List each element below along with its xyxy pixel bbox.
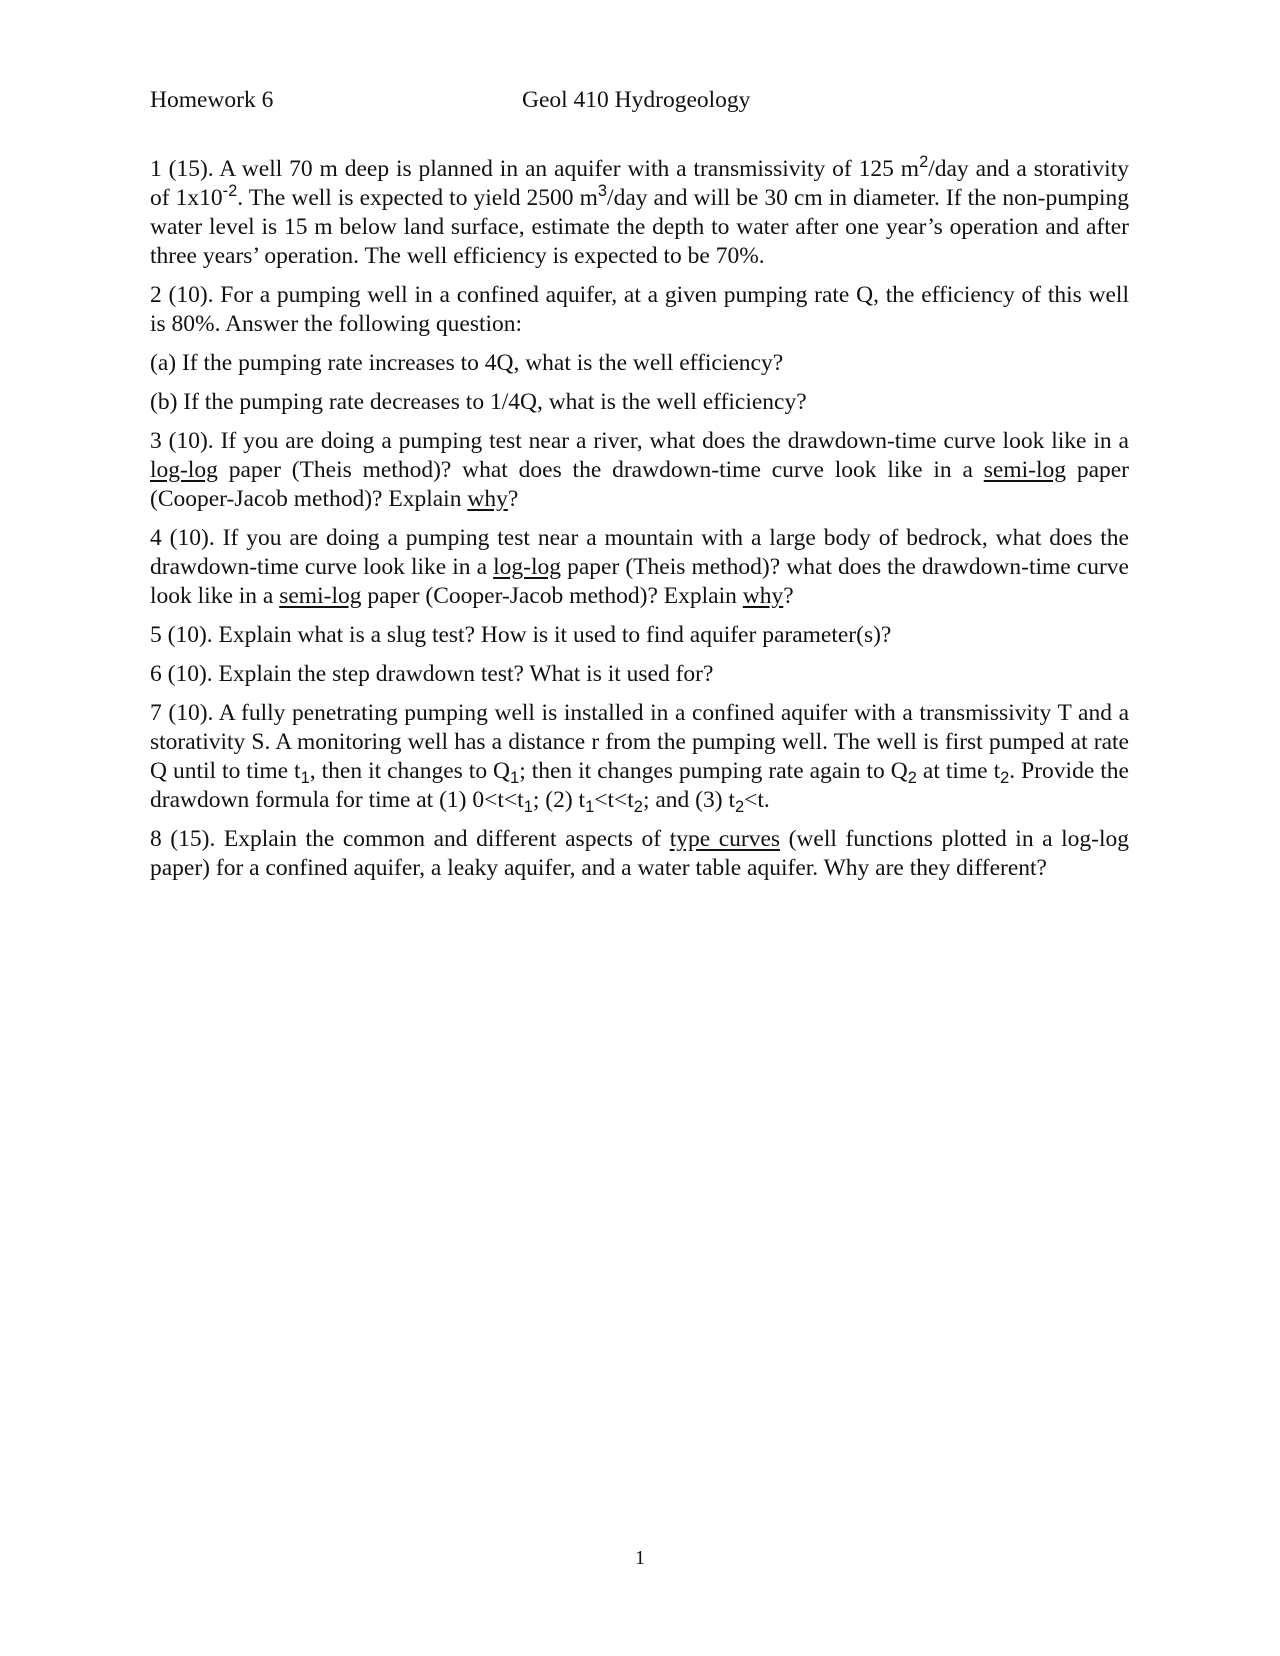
q7-sub-3: 2 bbox=[907, 768, 917, 787]
question-5: 5 (10). Explain what is a slug test? How is it used to find aquifer parameter(s)? bbox=[150, 622, 892, 648]
q4-text-3: paper (Cooper-Jacob method)? Explain bbox=[361, 583, 743, 609]
q7-sub-6: 1 bbox=[585, 797, 595, 816]
q7-text-5: . Provide the drawdown formula for time at (1) 0<t<t bbox=[150, 758, 1129, 813]
q1-text-1: 1 (15). A well 70 m deep is planned in an aquifer with a transmissivity of 125 m bbox=[150, 156, 920, 182]
q7-text-1: 7 (10). A fully penetrating pumping well is installed in a confined aquifer with a transmissivity T and a storativity S. A monitoring well has a distance r from the pumping well. The well is first pumped at rate Q until to time t bbox=[150, 700, 1129, 784]
question-2: 2 (10). For a pumping well in a confined aquifer, at a given pumping rate Q, the efficiency of this well is 80%. Answer the following question: bbox=[150, 282, 1129, 337]
q8-underline-type-curves: type curves bbox=[669, 826, 781, 852]
question-2a: (a) If the pumping rate increases to 4Q, what is the well efficiency? bbox=[150, 350, 784, 376]
q7-text-9: <t. bbox=[744, 787, 770, 813]
q7-sub-5: 1 bbox=[523, 797, 533, 816]
q1-text-2: /day and a storativity of 1x10 bbox=[150, 156, 1129, 211]
q3-text-1: 3 (10). If you are doing a pumping test near a river, what does the drawdown-time curve look like in a bbox=[150, 428, 1129, 454]
q1-text-3: . The well is expected to yield 2500 m bbox=[237, 185, 598, 211]
page-number: 1 bbox=[635, 1547, 645, 1569]
question-2b: (b) If the pumping rate decreases to 1/4Q, what is the well efficiency? bbox=[150, 389, 807, 415]
q7-text-6: ; (2) t bbox=[532, 787, 586, 813]
q4-underline-semilog: semi-log bbox=[279, 583, 362, 609]
q1-sup-1: 2 bbox=[919, 152, 929, 171]
course-title: Geol 410 Hydrogeology bbox=[522, 87, 751, 113]
q3-text-2: paper (Theis method)? what does the drawdown-time curve look like in a bbox=[217, 457, 984, 483]
q7-sub-2: 1 bbox=[510, 768, 520, 787]
q8-text-1: 8 (15). Explain the common and different aspects of bbox=[150, 826, 670, 852]
question-7 bbox=[150, 699, 1129, 815]
q1-sup-3: 3 bbox=[597, 181, 608, 200]
q4-text-2: paper (Theis method)? what does the drawdown-time curve look like in a bbox=[150, 554, 1129, 609]
question-8 bbox=[150, 825, 1129, 883]
questions-body bbox=[150, 152, 1130, 893]
q3-underline-semilog: semi-log bbox=[983, 457, 1066, 483]
q7-sub-7: 2 bbox=[633, 797, 643, 816]
q7-text-4: at time t bbox=[916, 758, 1001, 784]
q7-text-2: , then it changes to Q bbox=[309, 758, 511, 784]
q4-text-4: ? bbox=[783, 583, 794, 609]
homework-title: Homework 6 bbox=[150, 87, 274, 113]
q4-underline-loglog: log-log bbox=[493, 554, 562, 580]
q3-underline-loglog: log-log bbox=[150, 457, 218, 483]
question-1 bbox=[150, 152, 1130, 271]
q7-sub-1: 1 bbox=[300, 768, 310, 787]
q7-text-3: ; then it changes pumping rate again to Q bbox=[519, 758, 908, 784]
page-header bbox=[150, 86, 1130, 116]
q7-sub-4: 2 bbox=[1000, 768, 1010, 787]
q3-text-3: paper (Cooper-Jacob method)? Explain bbox=[150, 457, 1130, 512]
question-6: 6 (10). Explain the step drawdown test? What is it used for? bbox=[150, 661, 714, 687]
q3-underline-why: why bbox=[467, 486, 508, 512]
q1-sup-2: -2 bbox=[222, 181, 238, 200]
q4-text-1: 4 (10). If you are doing a pumping test near a mountain with a large body of bedrock, what does the drawdown-time curve look like in a bbox=[150, 525, 1129, 580]
q8-text-2: (well functions plotted in a log-log paper) for a confined aquifer, a leaky aquifer, and a water table aquifer. Why are they different? bbox=[150, 826, 1130, 881]
question-4 bbox=[150, 524, 1129, 611]
question-3 bbox=[150, 427, 1129, 514]
q7-sub-8: 2 bbox=[734, 797, 745, 816]
q7-text-8: ; and (3) t bbox=[642, 787, 735, 813]
q3-text-4: ? bbox=[507, 486, 519, 512]
q7-text-7: <t<t bbox=[594, 787, 634, 813]
q1-text-4: /day and will be 30 cm in diameter. If the non-pumping water level is 15 m below land surface, estimate the depth to water after one year’s operation and after three years’ operation. The well efficiency is expected to be 70%. bbox=[150, 185, 1130, 269]
q4-underline-why: why bbox=[742, 583, 784, 609]
